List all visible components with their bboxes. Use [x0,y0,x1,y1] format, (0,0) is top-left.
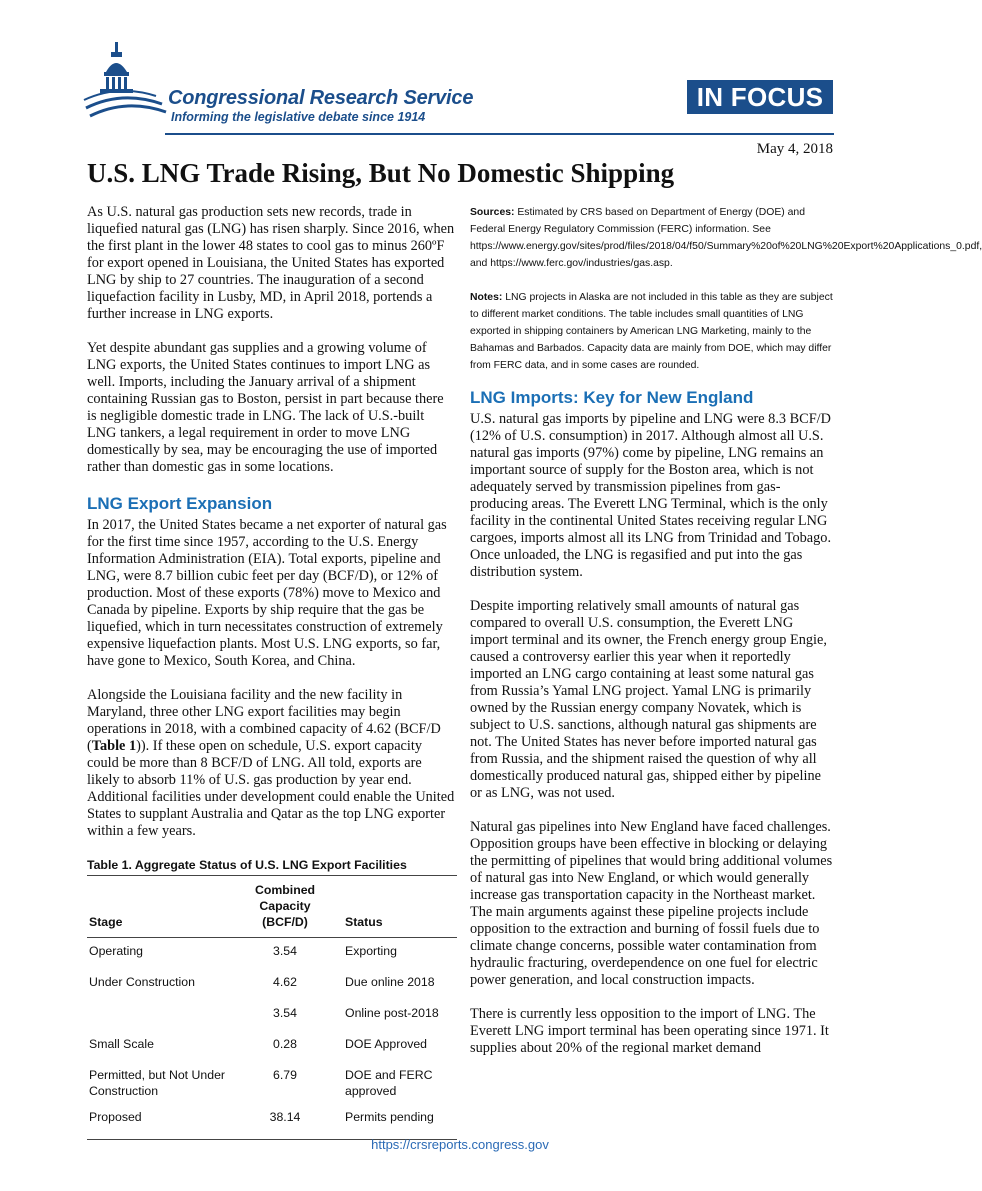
header-divider [165,133,834,135]
cell-stage: Under Construction [89,975,195,989]
table-row [87,1062,457,1104]
notes-label: Notes: [470,292,503,303]
intro-paragraph: As U.S. natural gas production sets new records, trade in liquefied natural gas (LNG) has risen sharply. Since 2016, when the first plant in the lower 48 states to cool gas to minus 260ºF for export opened in Louisiana, the United States has exported LNG by ship to 27 countries. The inauguration of a second liquefaction facility in Lusby, MD, in April 2018, portends a further increase in LNG exports. [87,204,455,322]
document-title: U.S. LNG Trade Rising, But No Domestic Shipping [87,158,675,188]
cell-capacity: 0.28 [273,1037,297,1051]
pipelines-paragraph: Natural gas pipelines into New England have faced challenges. Opposition groups have been effective in blocking or delaying the permitting of pipelines that would bring additional volumes of natural gas into New England, or which would generally increase gas transportation capacity in the Northeast market. The main arguments against these pipeline projects include opposition to the extraction and burning of fossil fuels due to climate change concerns, possible water contamination from hydraulic fracturing, overdependence on one fuel for electric power generation, and local construction impacts. [470,819,833,988]
footer-link[interactable]: https://crsreports.congress.gov [371,1137,549,1152]
cell-status: Permits pending [333,1104,457,1140]
org-name: Congressional Research Service [168,87,474,109]
org-tagline: Informing the legislative debate since 1914 [171,110,426,124]
cell-status: DOE Approved [345,1037,428,1051]
facilities-paragraph [87,687,455,840]
cell-status: DOE and FERC approved [345,1068,433,1098]
imports-key-paragraph: U.S. natural gas imports by pipeline and LNG were 8.3 BCF/D (12% of U.S. consumption) in 2017. Although almost all U.S. natural gas imports (97%) come by pipeline, LNG remains an important source of supply for the Boston area, which is not adequately served by transmission pipelines from gas-producing areas. The Everett LNG Terminal, which is the only facility in the continental United States receiving regular LNG cargoes, imports almost all its LNG from Trinidad and Tobago. Once unloaded, the LNG is regasified and put into the gas distribution system. [470,411,832,580]
cell-stage: Operating [89,944,144,958]
facilities-text-b: )). If these open on schedule, U.S. export capacity could be more than 8 BCF/D of LNG. All told, exports are likely to absorb 11% of U.S. gas production by year end. Additional facilities under development could enable the United States to supplant Australia and Qatar as the top LNG exporter within a few years. [87,738,455,839]
column-header-status: Status [333,876,457,938]
russia-paragraph: Despite importing relatively small amounts of natural gas compared to overall U.S. consumption, the Everett LNG import terminal and its owner, the French energy group Engie, caused a controversy earlier this year when it reportedly imported an LNG cargo containing at least some natural gas from Russia’s Yamal LNG project. Yamal LNG is primarily owned by the Russian energy company Novatek, which is subject to U.S. sanctions, although natural gas shipments are not. The United States has never before imported natural gas from Russia, and the shipment raised the question of why all domestically produced natural gas, shipped either by pipeline or as LNG, was not used. [470,598,827,801]
section-heading-imports: LNG Imports: Key for New England [470,388,754,407]
capitol-dome-icon [82,38,168,120]
cell-capacity: 3.54 [273,944,297,958]
cell-capacity: 38.14 [237,1104,333,1140]
left-column [87,204,455,1140]
table-title: Table 1. Aggregate Status of U.S. LNG Export Facilities [87,858,407,872]
cell-capacity: 4.62 [273,975,297,989]
cell-status: Online post-2018 [345,1006,439,1020]
cell-stage [87,1000,237,1031]
table-row [87,1031,457,1062]
report-header [0,0,920,188]
table-sources [470,204,982,272]
facilities-text-a: Alongside the Louisiana facility and the new facility in Maryland, three other LNG export facilities may begin operations in 2018, with a combined capacity of 4.62 (BCF/D ( [87,687,441,754]
cell-status: Due online 2018 [345,975,435,989]
imports-paragraph: Yet despite abundant gas supplies and a growing volume of LNG exports, the United States continues to import LNG as well. Imports, including the January arrival of a shipment containing Russian gas to Boston, persist in part because there is negligible domestic trade in LNG. The lack of U.S.-built LNG tankers, a legal requirement in order to move LNG domestically by sea, may be encouraging the use of imported rather than domestic gas in some locations. [87,340,444,475]
right-column [470,204,982,1074]
series-badge: IN FOCUS [687,80,833,114]
cell-stage: Permitted, but Not Under Construction [89,1068,226,1098]
table-row [87,969,457,1000]
table-notes [470,289,834,374]
cell-status: Exporting [345,944,397,958]
facilities-table [87,875,457,1140]
sources-label: Sources: [470,207,515,218]
opposition-paragraph: There is currently less opposition to the import of LNG. The Everett LNG import terminal has been operating since 1971. It supplies about 20% of the regional market demand [470,1006,829,1056]
table-row [87,1104,457,1140]
table-reference: Table 1 [91,738,137,754]
cell-capacity: 3.54 [273,1006,297,1020]
publication-date: May 4, 2018 [756,141,833,157]
table-header-row [87,876,457,938]
notes-text: LNG projects in Alaska are not included in this table as they are subject to different market conditions. The table includes small quantities of LNG exported in shipping containers by American LNG Marketing, mainly to the Bahamas and Barbados. Capacity data are mainly from DOE, which may differ from FERC data, and in some cases are rounded. [470,292,833,371]
column-header-stage: Stage [87,876,237,938]
table-row [87,1000,457,1031]
cell-stage: Proposed [87,1104,237,1140]
cell-stage: Small Scale [89,1037,154,1051]
column-header-capacity: Combined Capacity (BCF/D) [237,876,333,938]
cell-capacity: 6.79 [273,1068,297,1082]
table-row [87,938,457,970]
section-heading-export: LNG Export Expansion [87,494,273,513]
export-paragraph: In 2017, the United States became a net exporter of natural gas for the first time since 1957, according to the U.S. Energy Information Administration (EIA). Total exports, pipeline and LNG, were 8.7 billion cubic feet per day (BCF/D), or 12% of production. Most of these exports (78%) move to Mexico and Canada by pipeline. Exports by ship require that the gas be liquefied, which in turn necessitates construction of extremely expensive liquefaction plants. Most U.S. LNG exports, so far, have gone to Mexico, South Korea, and China. [87,517,447,669]
sources-text: Estimated by CRS based on Department of Energy (DOE) and Federal Energy Regulatory Commission (FERC) information. See https://www.energy.gov/sites/prod/files/2018/04/f50/Summary%20of%20LNG%20Export%20Applications_0.pdf, and https://www.ferc.gov/industries/gas.asp. [470,207,982,269]
